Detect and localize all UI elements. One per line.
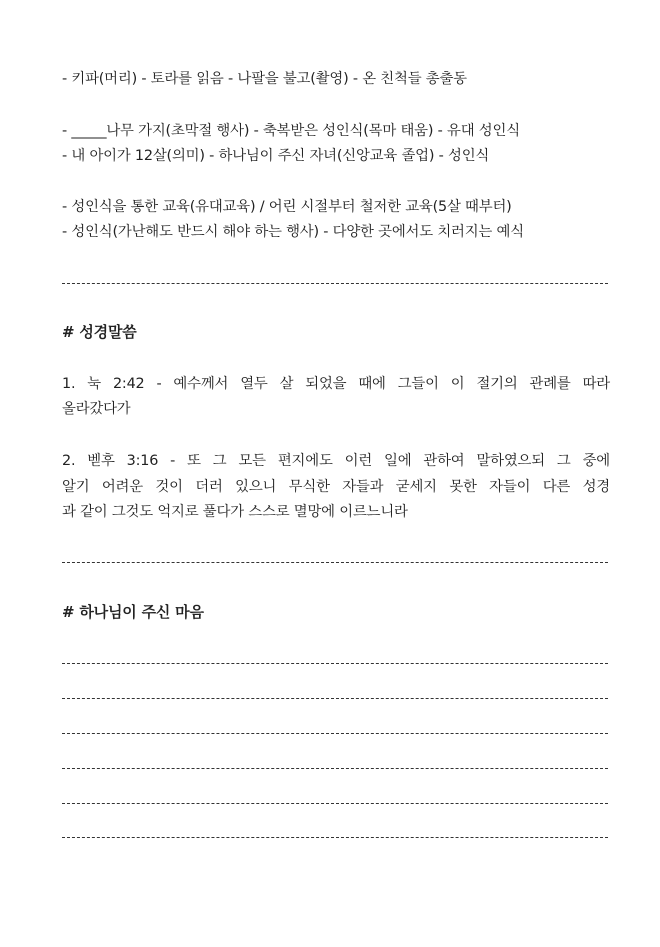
writing-line-3 [62,733,608,734]
verse-1-line-2: 올라갔다가 [62,401,131,417]
writing-line-5 [62,803,608,804]
verse-2-line-3: 과 같이 그것도 억지로 풀다가 스스로 멸망에 이르느니라 [62,504,408,520]
intro-line-5: - 성인식(가난해도 반드시 해야 하는 행사) - 다양한 곳에서도 치러지는 예식 [62,224,524,240]
verse-2-line-1: 2. 벧후 3:16 - 또 그 모든 편지에도 이런 일에 관하여 말하였으되 그 중에 [62,453,610,469]
writing-line-2 [62,698,608,699]
scripture-heading: # 성경말씀 [62,323,137,341]
writing-line-4 [62,768,608,769]
intro-line-2: - _____나무 가지(초막절 행사) - 축복받은 성인식(목마 태움) - 유대 성인식 [62,123,520,139]
intro-line-1: - 키파(머리) - 토라를 읽음 - 나팔을 불고(촬영) - 온 친척들 총출동 [62,71,467,87]
intro-line-3: - 내 아이가 12살(의미) - 하나님이 주신 자녀(신앙교육 졸업) - 성인식 [62,148,490,164]
divider-line-2 [62,562,608,563]
verse-1-line-1: 1. 눅 2:42 - 예수께서 열두 살 되었을 때에 그들이 이 절기의 관례를 따라 [62,376,610,392]
intro-line-4: - 성인식을 통한 교육(유대교육) / 어린 시절부터 철저한 교육(5살 때부터) [62,199,512,215]
reflection-heading: # 하나님이 주신 마음 [62,603,204,621]
divider-line-1 [62,283,608,284]
writing-line-1 [62,663,608,664]
writing-line-6 [62,837,608,838]
verse-2-line-2: 알기 어려운 것이 더러 있으니 무식한 자들과 굳세지 못한 자들이 다른 성경 [62,479,610,495]
